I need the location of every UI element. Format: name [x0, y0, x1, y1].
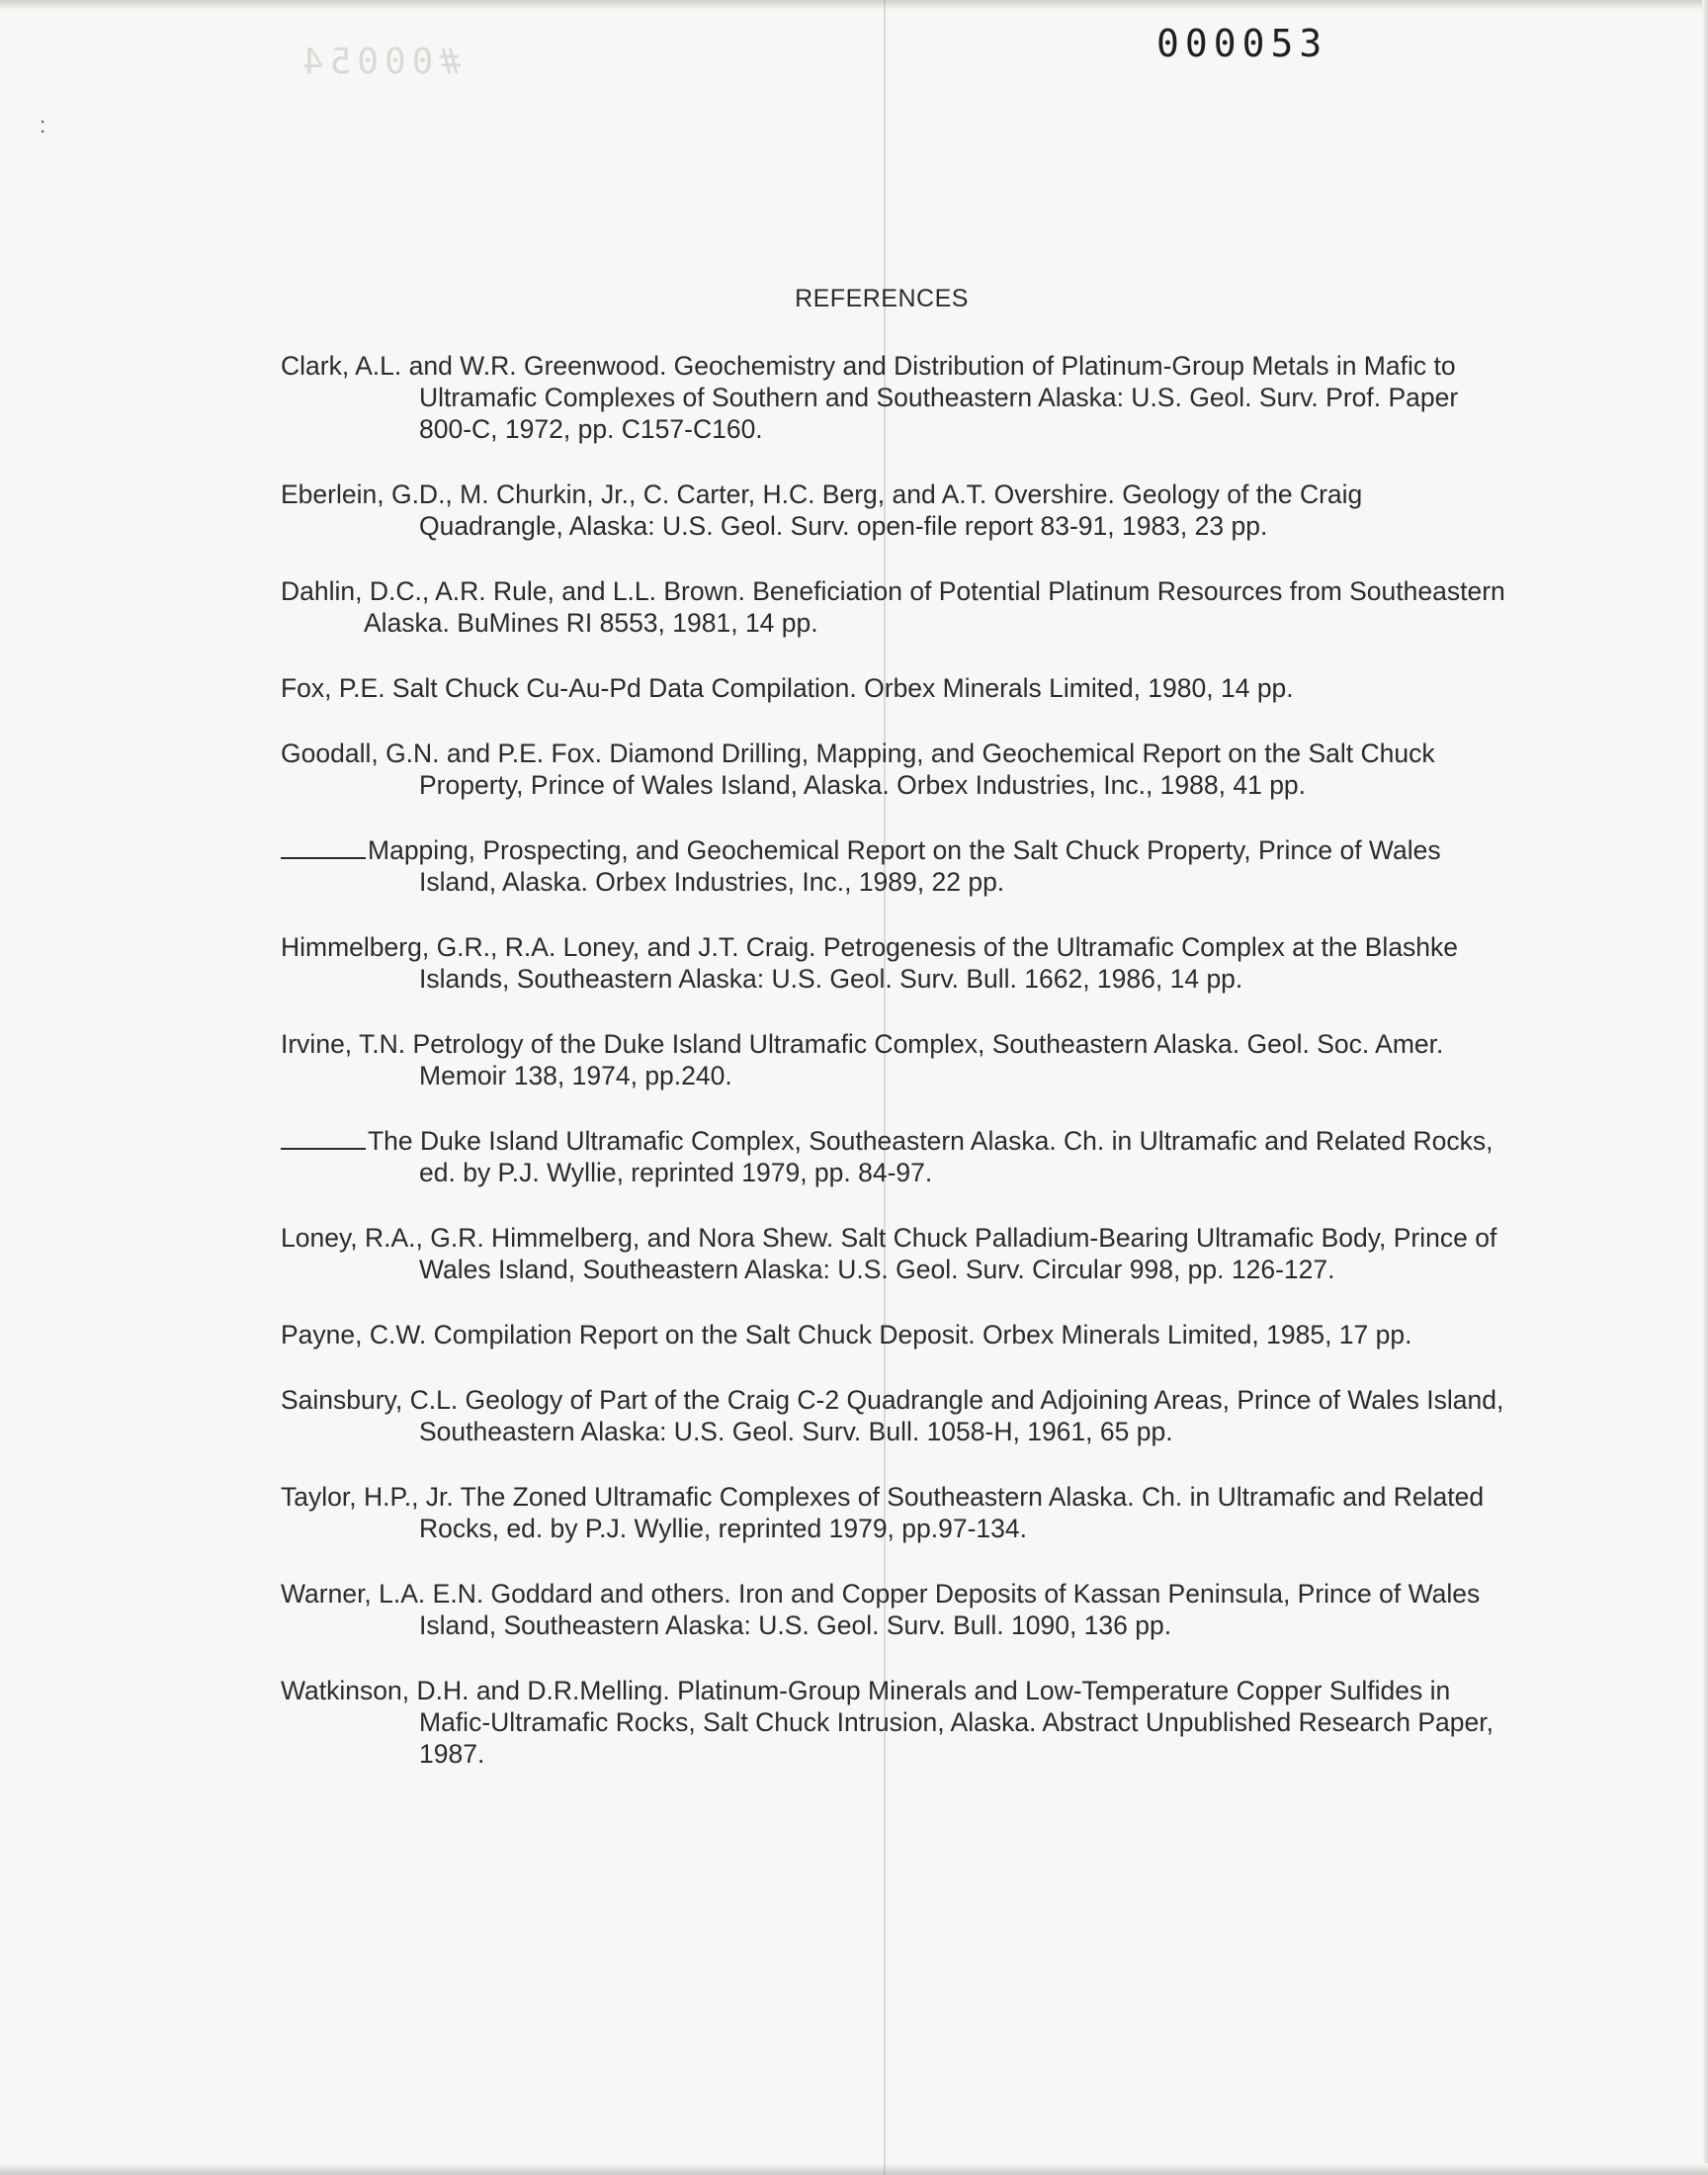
scan-speck: :	[40, 113, 46, 137]
ghost-stamp-number: #00054	[297, 42, 462, 82]
reference-item: Goodall, G.N. and P.E. Fox. Diamond Drilling, Mapping, and Geochemical Report on the Salt Chuck Property, Prince of Wales Island, Alaska. Orbex Industries, Inc., 1988, 41 pp.	[281, 739, 1435, 800]
reference-item-continued	[281, 1125, 1506, 1188]
page-title: REFERENCES	[795, 285, 969, 312]
reference-item: Irvine, T.N. Petrology of the Duke Island Ultramafic Complex, Southeastern Alaska. Geol. Soc. Amer. Memoir 138, 1974, pp.240.	[281, 1029, 1444, 1090]
ditto-dash	[281, 1146, 366, 1150]
reference-item: Watkinson, D.H. and D.R.Melling. Platinum-Group Minerals and Low-Temperature Copper Sulfides in Mafic-Ultramafic Rocks, Salt Chuck Intrusion, Alaska. Abstract Unpublished Research Paper, 1987.	[281, 1676, 1494, 1769]
reference-item: Warner, L.A. E.N. Goddard and others. Iron and Copper Deposits of Kassan Peninsula, Prince of Wales Island, Southeastern Alaska: U.S. Geol. Surv. Bull. 1090, 136 pp.	[281, 1579, 1481, 1640]
reference-list	[281, 350, 1506, 1803]
scan-top-edge	[0, 0, 1708, 10]
reference-item: Payne, C.W. Compilation Report on the Salt Chuck Deposit. Orbex Minerals Limited, 1985, 17 pp.	[281, 1320, 1412, 1349]
reference-item: Taylor, H.P., Jr. The Zoned Ultramafic Complexes of Southeastern Alaska. Ch. in Ultramafic and Related Rocks, ed. by P.J. Wyllie, reprinted 1979, pp.97-134.	[281, 1482, 1485, 1543]
scan-bottom-edge	[0, 2163, 1708, 2175]
ditto-dash	[281, 855, 366, 859]
scan-right-edge	[1702, 0, 1708, 2175]
reference-item: Sainsbury, C.L. Geology of Part of the Craig C-2 Quadrangle and Adjoining Areas, Prince of Wales Island, Southeastern Alaska: U.S. Geol. Surv. Bull. 1058-H, 1961, 65 pp.	[281, 1385, 1504, 1446]
stamp-number: 000053	[1156, 22, 1328, 65]
reference-item: Eberlein, G.D., M. Churkin, Jr., C. Carter, H.C. Berg, and A.T. Overshire. Geology of the Craig Quadrangle, Alaska: U.S. Geol. Surv. open-file report 83-91, 1983, 23 pp.	[281, 479, 1363, 541]
reference-item-continued	[281, 834, 1506, 898]
reference-item: Clark, A.L. and W.R. Greenwood. Geochemistry and Distribution of Platinum-Group Metals in Mafic to Ultramafic Complexes of Southern and Southeastern Alaska: U.S. Geol. Surv. Prof. Paper 800-C, 1972, pp. C157-C160.	[281, 351, 1459, 444]
reference-item: Dahlin, D.C., A.R. Rule, and L.L. Brown. Beneficiation of Potential Platinum Resources from Southeastern Alaska. BuMines RI 8553, 1981, 14 pp.	[281, 576, 1505, 638]
reference-item: Fox, P.E. Salt Chuck Cu-Au-Pd Data Compilation. Orbex Minerals Limited, 1980, 14 pp.	[281, 673, 1294, 703]
reference-item: Himmelberg, G.R., R.A. Loney, and J.T. Craig. Petrogenesis of the Ultramafic Complex at the Blashke Islands, Southeastern Alaska: U.S. Geol. Surv. Bull. 1662, 1986, 14 pp.	[281, 932, 1459, 994]
reference-item: Loney, R.A., G.R. Himmelberg, and Nora Shew. Salt Chuck Palladium-Bearing Ultramafic Body, Prince of Wales Island, Southeastern Alaska: U.S. Geol. Surv. Circular 998, pp. 126-127.	[281, 1223, 1497, 1284]
reference-text: Mapping, Prospecting, and Geochemical Report on the Salt Chuck Property, Prince of Wales Island, Alaska. Orbex Industries, Inc., 1989, 22 pp.	[368, 835, 1441, 897]
reference-text: The Duke Island Ultramafic Complex, Southeastern Alaska. Ch. in Ultramafic and Related Rocks, ed. by P.J. Wyllie, reprinted 1979, pp. 84-97.	[368, 1126, 1494, 1187]
